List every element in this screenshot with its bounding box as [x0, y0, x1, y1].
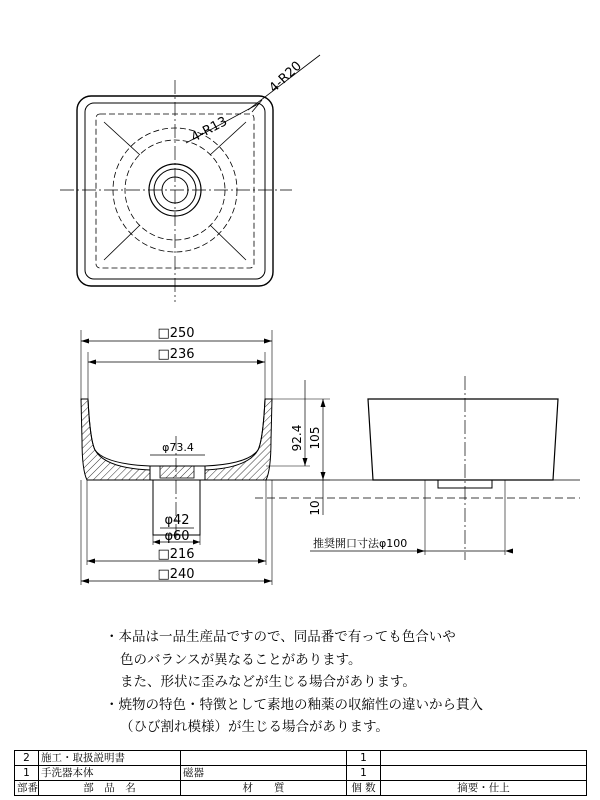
dim-flange-dia: φ60 — [164, 529, 190, 544]
side-view — [310, 376, 558, 560]
part-qty: 1 — [347, 751, 381, 766]
parts-table — [14, 750, 587, 796]
note-bullet: ・ — [105, 629, 119, 645]
section-right-wall — [205, 399, 272, 480]
note-item — [105, 694, 585, 739]
note-bullet: ・ — [105, 696, 119, 713]
header-remarks: 摘要・仕上 — [381, 781, 587, 796]
recommended-opening-label: 推奨開口寸法φ100 — [313, 537, 408, 550]
part-qty: 1 — [347, 766, 381, 781]
header-no: 部番 — [15, 781, 39, 796]
plan-inner-radius-label: 4-R13 — [188, 114, 230, 146]
dim-height-total: 105 — [308, 426, 322, 450]
dim-height-inner: 92.4 — [290, 424, 304, 452]
table-header-row — [15, 781, 587, 796]
dim-foot-height: 10 — [308, 500, 322, 516]
header-material: 材 質 — [181, 781, 347, 796]
part-material: 磁器 — [181, 766, 347, 781]
note-line: 色のバランスが異なることがあります。 — [120, 651, 362, 668]
dim-top-outer: □250 — [157, 326, 195, 341]
part-no: 1 — [15, 766, 39, 781]
note-line: （ひび割れ模様）が生じる場合があります。 — [120, 719, 389, 735]
table-row — [15, 751, 587, 766]
part-remarks — [381, 766, 587, 781]
part-material — [181, 751, 347, 766]
plan-outer-radius-label: 4-R20 — [266, 58, 305, 96]
note-line: 本品は一品生産品ですので、同品番で有っても色合いや — [118, 629, 456, 645]
part-remarks — [381, 751, 587, 766]
notes-section — [105, 626, 585, 739]
note-line: 焼物の特色・特徴として素地の釉薬の収縮性の違いから貫入 — [118, 696, 483, 713]
dim-drain-inner: φ73.4 — [162, 441, 194, 454]
side-bowl-outline — [368, 399, 558, 480]
part-no: 2 — [15, 751, 39, 766]
header-qty: 個 数 — [347, 781, 381, 796]
table-row — [15, 766, 587, 781]
note-line: また、形状に歪みなどが生じる場合があります。 — [120, 674, 416, 690]
dim-top-inner: □236 — [157, 347, 195, 362]
section-left-wall — [81, 399, 150, 480]
dim-base-inner: □216 — [157, 547, 195, 562]
dim-base-outer: □240 — [157, 567, 195, 582]
part-name: 手洗器本体 — [39, 766, 181, 781]
dim-pipe-dia: φ42 — [164, 513, 190, 528]
part-name: 施工・取扱説明書 — [39, 751, 181, 766]
header-name: 部 品 名 — [39, 781, 181, 796]
plan-view — [60, 55, 320, 302]
note-item — [105, 626, 585, 694]
